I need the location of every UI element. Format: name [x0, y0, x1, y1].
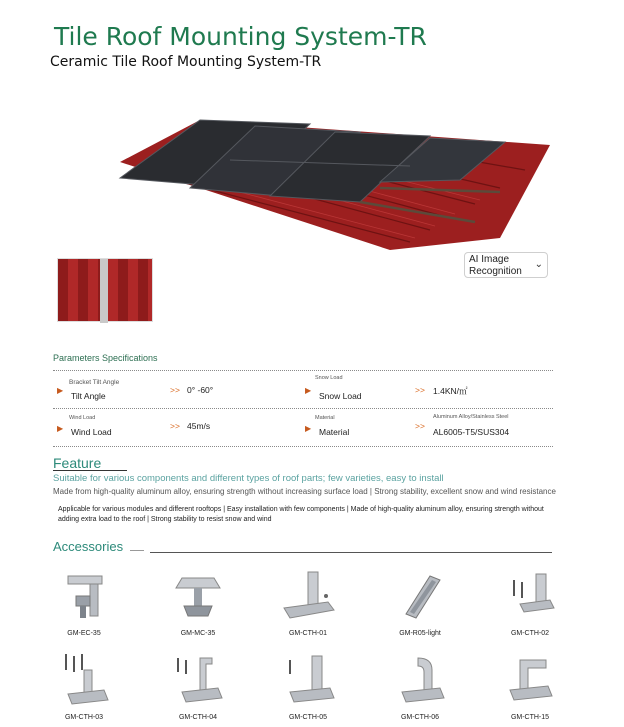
param-label: Tilt Angle: [71, 391, 106, 401]
ai-image-recognition-dropdown[interactable]: [464, 252, 548, 278]
accessory-item[interactable]: [268, 566, 348, 646]
feature-line-3: Applicable for various modules and different rooftops | Easy installation with few components | Made of high-quality aluminum alloy, ensuring strength without adding extra load to the roof | Strong stability to resist snow and wind: [58, 506, 544, 523]
accessories-dash: [130, 550, 144, 551]
feature-underline: [53, 470, 127, 471]
tile-hook-icon: [278, 650, 338, 710]
accessories-heading: Accessories: [53, 539, 124, 554]
accessory-label: GM-R05-light: [399, 630, 441, 637]
accessory-item[interactable]: [158, 650, 238, 727]
tile-hook-icon: [390, 650, 450, 710]
accessories-underline: [150, 552, 552, 553]
accessory-item[interactable]: [44, 566, 124, 646]
accessory-label: GM-MC-35: [180, 630, 216, 637]
accessory-label: GM-CTH-02: [510, 630, 550, 637]
divider: [53, 446, 553, 447]
accessory-item[interactable]: [268, 650, 348, 727]
bullet-arrow-icon: ▶: [57, 386, 64, 395]
param-separator: >>: [415, 421, 425, 431]
divider: [53, 408, 553, 409]
accessory-label: GM-CTH-15: [510, 714, 550, 721]
roof-detail-thumbnail[interactable]: [57, 258, 153, 322]
accessory-label: GM-CTH-04: [178, 714, 218, 721]
accessory-item[interactable]: [490, 566, 570, 646]
param-label: Snow Load: [319, 391, 362, 401]
param-value: 1.4KN/㎡: [433, 386, 468, 396]
accessory-label: GM-CTH-05: [288, 714, 328, 721]
page-subtitle: Ceramic Tile Roof Mounting System-TR: [50, 54, 322, 70]
param-small-label: Snow Load: [315, 375, 343, 381]
accessory-item[interactable]: [490, 650, 570, 727]
accessory-label: GM-CTH-01: [288, 630, 328, 637]
rail-icon: [390, 566, 450, 626]
bullet-arrow-icon: ▶: [305, 424, 312, 433]
tile-hook-icon: [500, 650, 560, 710]
feature-line-1: Suitable for various components and different types of roof parts; few varieties, easy to install: [53, 473, 444, 484]
ai-recognition-label: AI Image Recognition: [469, 254, 522, 277]
param-value: 0° -60°: [187, 385, 214, 395]
accessory-item[interactable]: [158, 566, 238, 646]
bullet-arrow-icon: ▶: [57, 424, 64, 433]
param-small-value: Aluminum Alloy/Stainless Steel: [433, 414, 509, 420]
accessory-item[interactable]: [380, 566, 460, 646]
divider: [53, 370, 553, 371]
tile-hook-icon: [278, 566, 338, 626]
param-label: Wind Load: [71, 427, 112, 437]
param-small-label: Material: [315, 415, 335, 421]
param-value: AL6005-T5/SUS304: [433, 427, 510, 437]
mid-clamp-icon: [168, 566, 228, 626]
param-label: Material: [319, 427, 350, 437]
param-separator: >>: [170, 385, 180, 395]
end-clamp-icon: [54, 566, 114, 626]
accessory-item[interactable]: [380, 650, 460, 727]
chevron-down-icon: ⌄: [534, 259, 543, 270]
param-value: 45m/s: [187, 421, 211, 431]
param-separator: >>: [170, 421, 180, 431]
bullet-arrow-icon: ▶: [305, 386, 312, 395]
accessory-item[interactable]: [44, 650, 124, 727]
feature-heading: Feature: [53, 455, 102, 471]
roof-solar-illustration: [80, 110, 550, 260]
page-title: Tile Roof Mounting System-TR: [54, 22, 427, 51]
param-small-label: Wind Load: [69, 415, 96, 421]
tile-hook-icon: [168, 650, 228, 710]
accessory-label: GM-CTH-03: [64, 714, 104, 721]
parameters-heading: Parameters Specifications: [53, 353, 158, 363]
accessory-label: GM-EC-35: [67, 630, 101, 637]
tile-hook-icon: [500, 566, 560, 626]
accessory-label: GM-CTH-06: [400, 714, 440, 721]
parameter-row: [53, 410, 553, 446]
param-small-label: Bracket Tilt Angle: [69, 379, 120, 386]
parameter-row: [53, 372, 553, 408]
feature-line-2: Made from high-quality aluminum alloy, ensuring strength without increasing surface load | Strong stability, excellent snow and wind resistance: [53, 487, 556, 496]
rail-stripe: [100, 259, 108, 323]
tile-hook-icon: [54, 650, 114, 710]
param-separator: >>: [415, 385, 425, 395]
